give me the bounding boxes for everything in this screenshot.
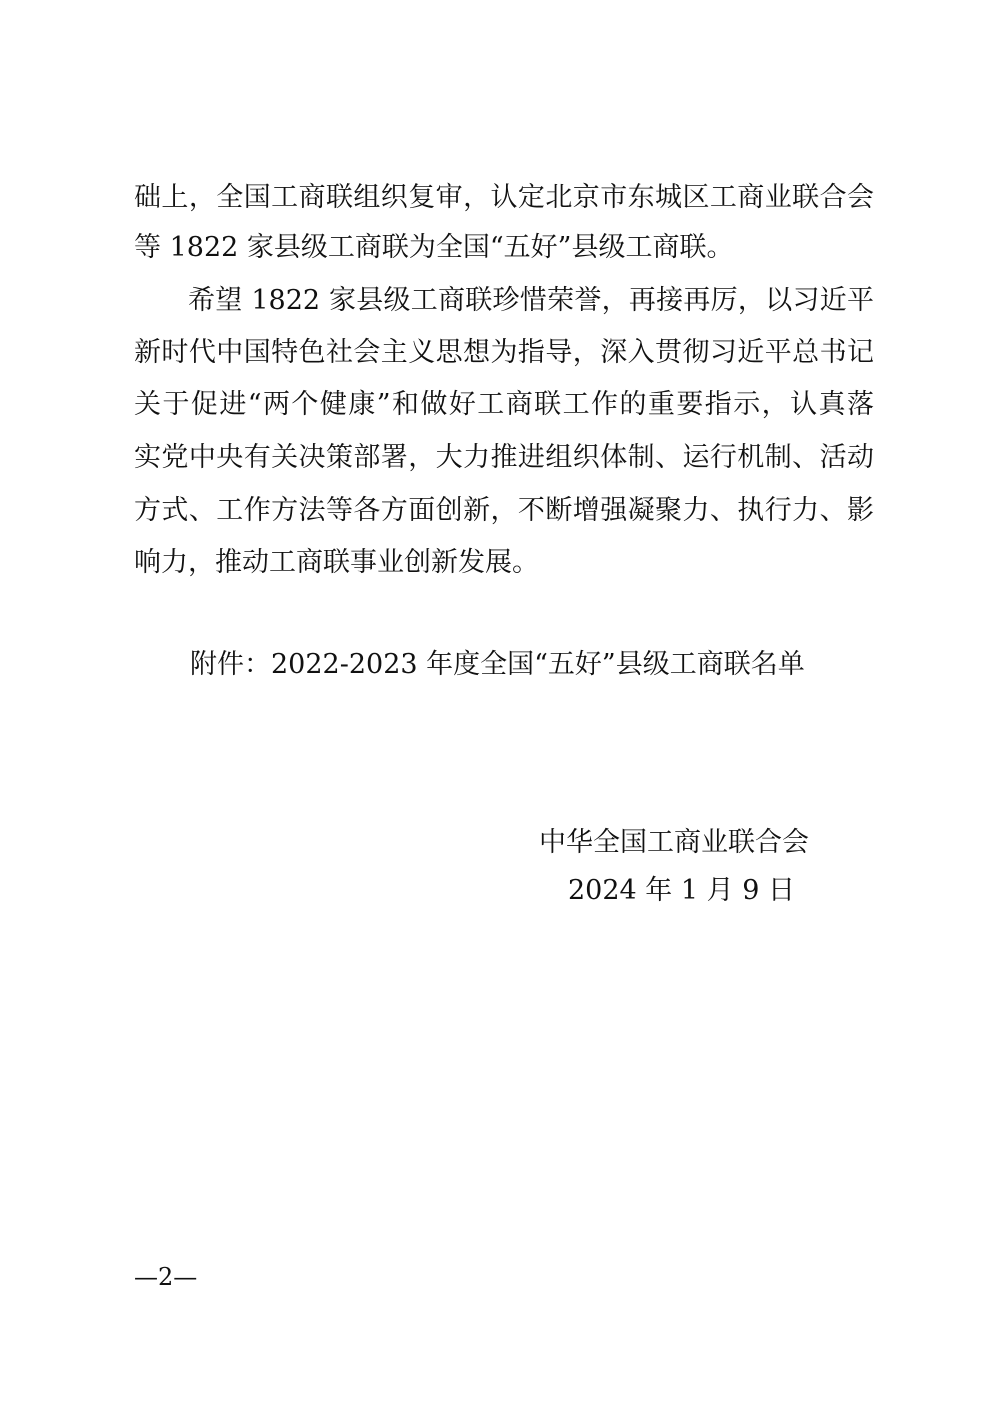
paragraph-2-line-5: 方式、工作方法等各方面创新，不断增强凝聚力、执行力、影 [134, 495, 874, 526]
paragraph-2-line-6: 响力，推动工商联事业创新发展。 [134, 547, 539, 578]
paragraph-2-line-1: 希望 1822 家县级工商联珍惜荣誉，再接再厉，以习近平 [188, 285, 874, 316]
attachment-note: 附件：2022-2023 年度全国“五好”县级工商联名单 [190, 649, 805, 680]
signature-date: 2024 年 1 月 9 日 [568, 875, 795, 906]
paragraph-2-line-2: 新时代中国特色社会主义思想为指导，深入贯彻习近平总书记 [134, 337, 874, 368]
page-number: —2— [134, 1263, 198, 1291]
signature-organization: 中华全国工商业联合会 [539, 827, 809, 858]
paragraph-2-line-4: 实党中央有关决策部署，大力推进组织体制、运行机制、活动 [134, 442, 874, 473]
paragraph-2-line-3: 关于促进“两个健康”和做好工商联工作的重要指示，认真落 [134, 389, 874, 420]
paragraph-1-line-1: 础上，全国工商联组织复审，认定北京市东城区工商业联合会 [134, 182, 874, 213]
paragraph-1-line-2: 等 1822 家县级工商联为全国“五好”县级工商联。 [134, 232, 734, 263]
